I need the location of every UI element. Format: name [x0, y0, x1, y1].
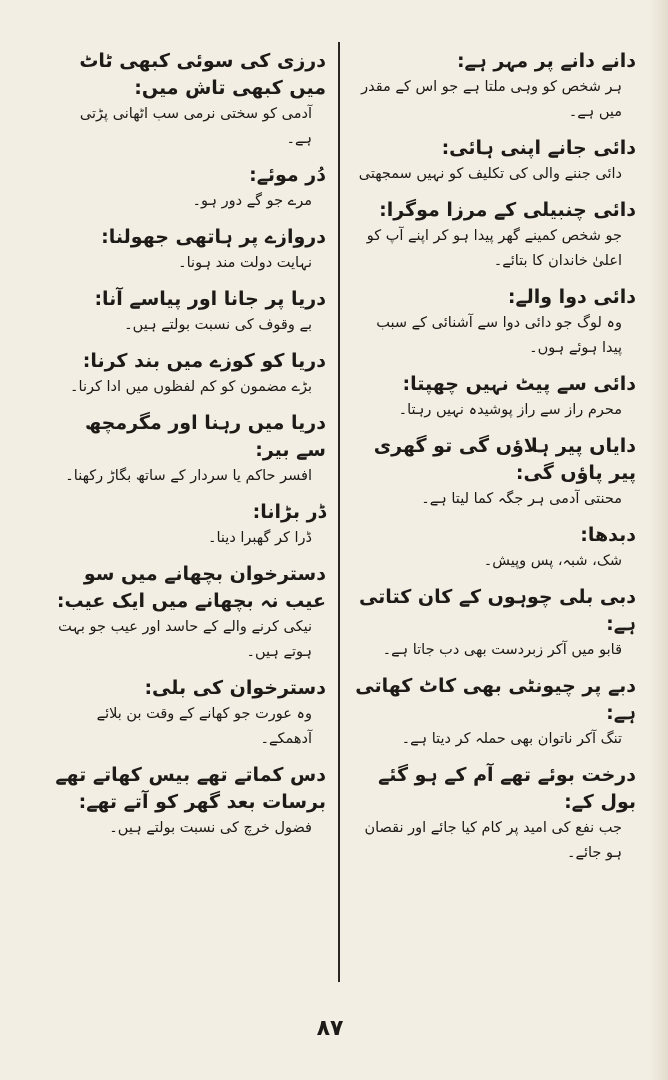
- idiom-entry: [54, 224, 326, 276]
- idiom-meaning: شک، شبہ، پس وپیش۔: [483, 553, 622, 569]
- idiom-term: دانے دانے پر مہر ہے:: [456, 50, 636, 72]
- idiom-term: دایاں پیر ہلاؤں گی تو گھری پیر پاؤں گی:: [373, 435, 636, 484]
- idiom-meaning: وہ لوگ جو دائی دوا سے آشنائی کے سبب پیدا ہوئے ہوں۔: [376, 315, 622, 356]
- idiom-meaning: ہر شخص کو وہی ملتا ہے جو اس کے مقدر میں ہے۔: [361, 79, 622, 120]
- idiom-term: دائی دوا والے:: [507, 286, 636, 308]
- idiom-entry: [54, 348, 326, 400]
- idiom-entry: [354, 433, 636, 512]
- idiom-term: دسترخوان کی بلی:: [144, 677, 326, 699]
- idiom-term: درزی کی سوئی کبھی ٹاٹ میں کبھی تاش میں:: [79, 50, 326, 99]
- idiom-meaning: نہایت دولت مند ہونا۔: [178, 255, 312, 271]
- idiom-meaning: جو شخص کمینے گھر پیدا ہو کر اپنے آپ کو اعلیٰ خاندان کا بتائے۔: [366, 228, 622, 269]
- idiom-entry: [54, 48, 326, 152]
- idiom-term: دُر موئے:: [249, 164, 326, 186]
- idiom-meaning: فضول خرچ کی نسبت بولتے ہیں۔: [109, 820, 312, 836]
- idiom-term: دریا پر جانا اور پیاسے آنا:: [94, 288, 326, 310]
- idiom-term: دریا میں رہنا اور مگرمچھ سے بیر:: [84, 412, 326, 461]
- idiom-meaning: بے وقوف کی نسبت بولتے ہیں۔: [124, 317, 312, 333]
- idiom-meaning: تنگ آکر ناتوان بھی حملہ کر دیتا ہے۔: [401, 731, 622, 747]
- idiom-entry: [54, 286, 326, 338]
- idiom-entry: [354, 135, 636, 187]
- idiom-entry: [354, 522, 636, 574]
- right-column: [354, 48, 636, 876]
- idiom-term: ڈر بڑانا:: [252, 501, 326, 523]
- idiom-meaning: وہ عورت جو کھانے کے وقت بن بلائے آدھمکے۔: [96, 706, 312, 747]
- idiom-meaning: نیکی کرنے والے کے حاسد اور عیب جو بہت ہوتے ہیں۔: [58, 619, 312, 660]
- idiom-meaning: مرے جو گے دور ہو۔: [192, 193, 312, 209]
- idiom-entry: [354, 673, 636, 752]
- idiom-term: دبی بلی چوہوں کے کان کتاتی ہے:: [358, 586, 636, 635]
- idiom-entry: [54, 410, 326, 489]
- idiom-term: دائی سے پیٹ نہیں چھپتا:: [402, 373, 636, 395]
- idiom-term: دسترخوان بچھانے میں سو عیب نہ بچھانے میں ایک عیب:: [56, 563, 326, 612]
- page-number: ۸۷: [316, 1016, 344, 1041]
- idiom-entry: [354, 197, 636, 274]
- idiom-entry: [54, 762, 326, 841]
- idiom-entry: [354, 48, 636, 125]
- idiom-term: دائی جانے اپنی ہائی:: [441, 137, 636, 159]
- idiom-meaning: قابو میں آکر زبردست بھی دب جاتا ہے۔: [382, 642, 622, 658]
- idiom-meaning: محنتی آدمی ہر جگہ کما لیتا ہے۔: [421, 491, 622, 507]
- idiom-term: دروازے پر ہاتھی جھولنا:: [101, 226, 326, 248]
- idiom-entry: [354, 284, 636, 361]
- idiom-entry: [354, 584, 636, 663]
- idiom-term: دس کماتے تھے بیس کھاتے تھے برسات بعد گھر کو آتے تھے:: [55, 764, 326, 813]
- idiom-meaning: بڑے مضمون کو کم لفظوں میں ادا کرنا۔: [70, 379, 312, 395]
- idiom-entry: [54, 499, 326, 551]
- idiom-term: درخت بوئے تھے آم کے ہو گئے بول کے:: [378, 764, 636, 813]
- idiom-term: دبدھا:: [580, 524, 636, 546]
- idiom-term: دبے پر چیونٹی بھی کاٹ کھاتی ہے:: [355, 675, 636, 724]
- idiom-entry: [354, 762, 636, 866]
- column-divider: [338, 42, 340, 982]
- idiom-meaning: افسر حاکم یا سردار کے ساتھ بگاڑ رکھنا۔: [65, 468, 312, 484]
- left-column: [54, 48, 326, 851]
- idiom-term: دائی چنبیلی کے مرزا موگرا:: [379, 199, 636, 221]
- idiom-term: دریا کو کوزے میں بند کرنا:: [82, 350, 326, 372]
- idiom-entry: [54, 162, 326, 214]
- idiom-entry: [54, 561, 326, 665]
- idiom-entry: [354, 371, 636, 423]
- idiom-meaning: جب نفع کی امید پر کام کیا جائے اور نقصان ہو جائے۔: [364, 820, 622, 861]
- idiom-meaning: دائی جننے والی کی تکلیف کو نہیں سمجھتی: [358, 166, 622, 182]
- idiom-meaning: ڈرا کر گھبرا دینا۔: [208, 530, 312, 546]
- idiom-meaning: محرم راز سے راز پوشیدہ نہیں رہتا۔: [398, 402, 622, 418]
- idiom-meaning: آدمی کو سختی نرمی سب اٹھانی پڑتی ہے۔: [79, 106, 312, 147]
- idiom-entry: [54, 675, 326, 752]
- page-edge-shadow: [650, 0, 668, 1080]
